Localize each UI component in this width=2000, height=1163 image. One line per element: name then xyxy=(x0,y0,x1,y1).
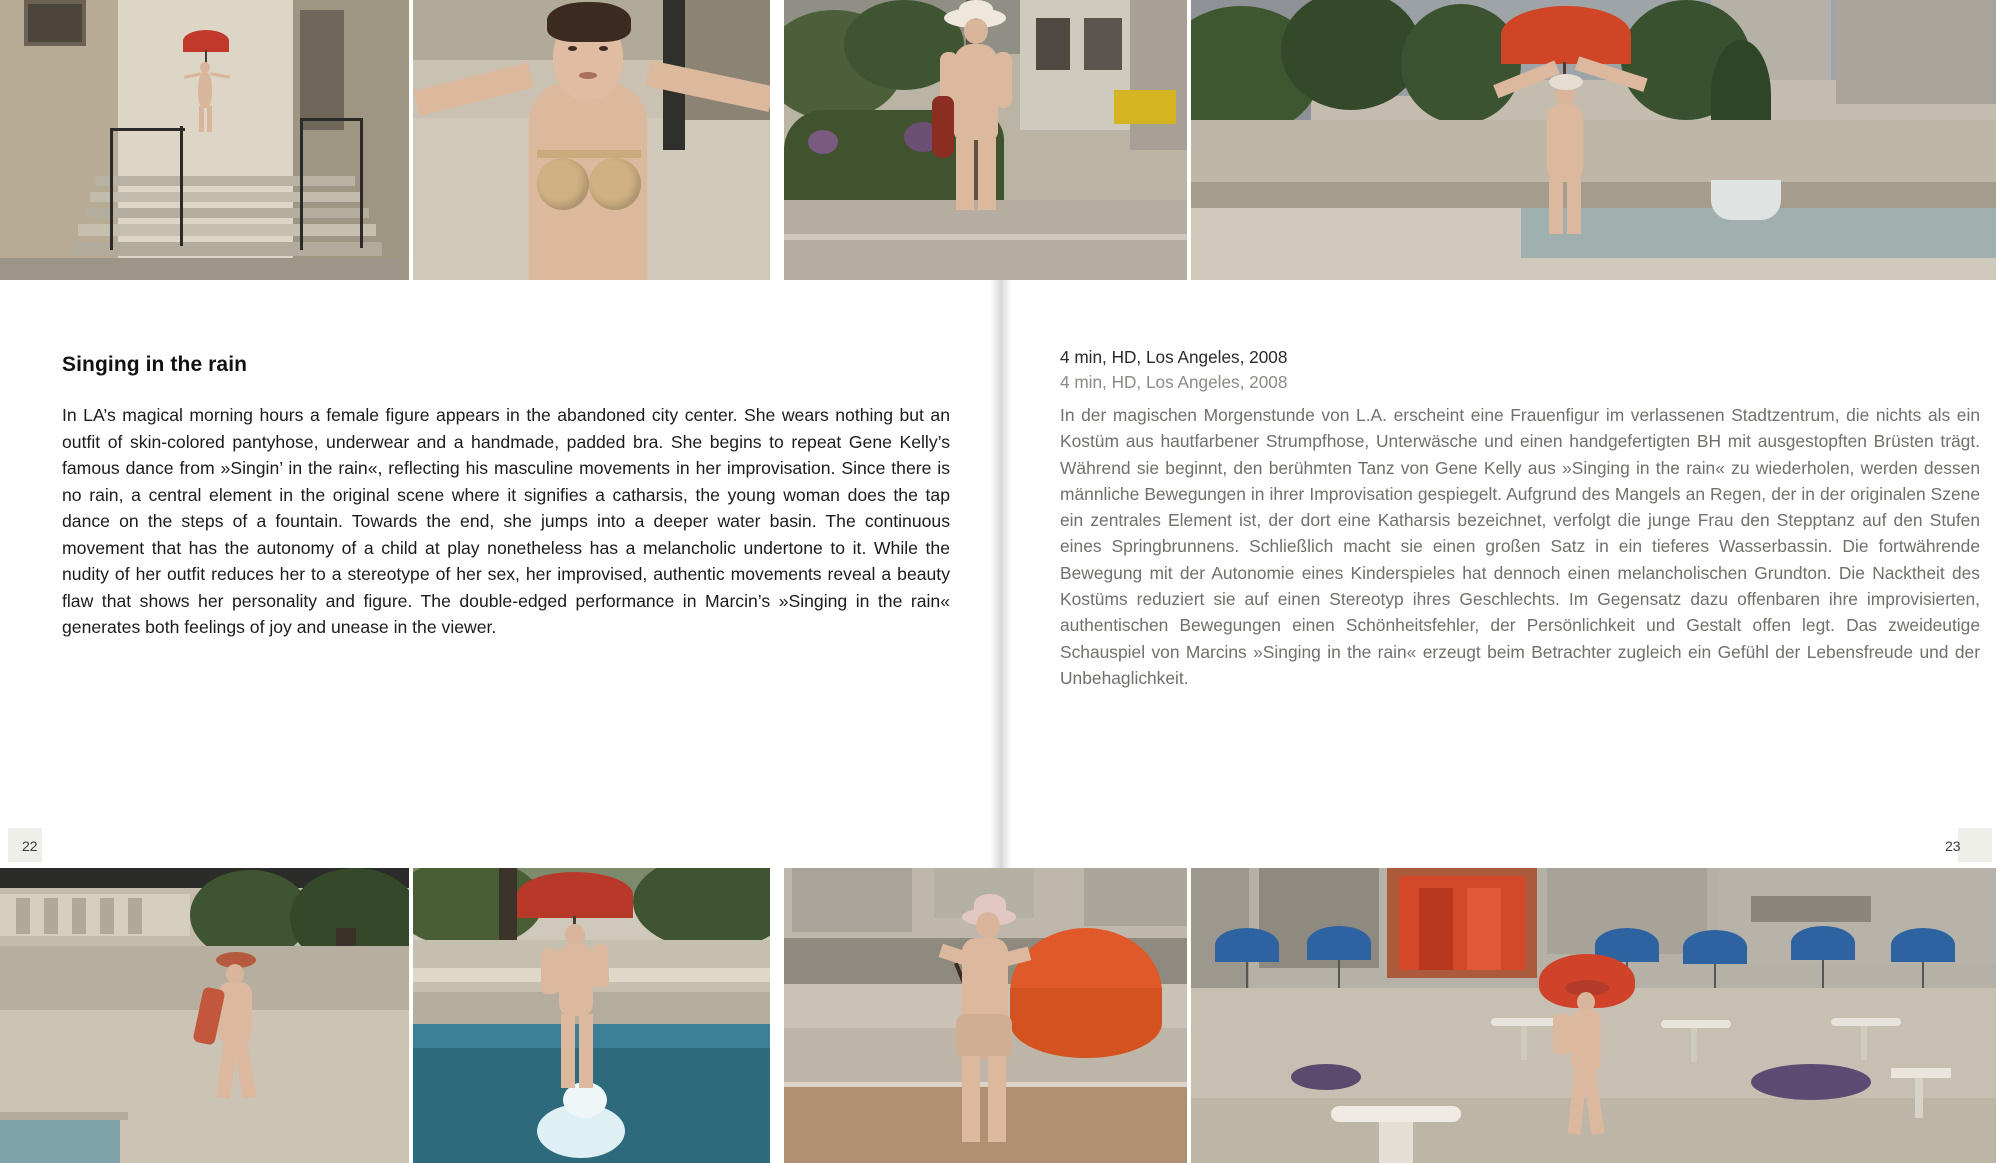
work-credits xyxy=(1060,345,1287,395)
body-text-german: In der magischen Morgenstunde von L.A. erscheint eine Frauenfigur im verlassenen Stadtzentrum, die nichts als ein Kostüm aus hautfarbener Strumpfhose, Unterwäsche und einen handgefertigten BH mit ausgestopften Brüsten trägt. Während sie beginnt, den berühmten Tanz von Gene Kelly aus »Singing in the rain« zu wiederholen, werden dessen männliche Bewegungen in ihrer Improvisation gespiegelt. Aufgrund des Mangels an Regen, der in der originalen Szene ein zentrales Element ist, der dort eine Katharsis bezeichnet, verfolgt die junge Frau den Stepptanz auf den Stufen eines Springbrunnens. Schließlich macht sie einen großen Satz in ein tieferes Wasserbassin. Die fortwährende Bewegung mit der Autonomie eines Kinderspieles hat dennoch einen melancholischen Grundton. Die Nacktheit des Kostüms reduziert sie auf einen Stereotyp ihres Geschlechts. Im Gegensatz dazu offenbaren ihre improvisierten, authentischen Bewegungen einen Schönheitsfehler, der Persönlichkeit und Gestalt offen legt. Das zweideutige Schauspiel von Marcins »Singing in the rain« erzeugt beim Betrachter zugleich ein Gefühl der Lebensfreude und der Unbehaglichkeit. xyxy=(1060,405,1980,688)
strip-gutter-gap xyxy=(770,0,784,280)
book-gutter-shadow xyxy=(990,280,1012,868)
photo-top-1 xyxy=(0,0,409,280)
photo-bottom-2 xyxy=(409,868,770,1163)
page-number-right: 23 xyxy=(1945,838,1961,854)
credits-german: 4 min, HD, Los Angeles, 2008 xyxy=(1060,372,1288,392)
photo-top-2 xyxy=(409,0,770,280)
photo-top-3 xyxy=(784,0,1187,280)
photo-bottom-4 xyxy=(1187,868,1996,1163)
page-number-left: 22 xyxy=(22,838,38,854)
photo-bottom-3 xyxy=(784,868,1187,1163)
photo-bottom-1 xyxy=(0,868,409,1163)
right-page xyxy=(1012,280,2000,868)
credits-english: 4 min, HD, Los Angeles, 2008 xyxy=(1060,347,1288,367)
top-photo-strip xyxy=(0,0,2000,280)
left-page xyxy=(0,280,990,868)
bottom-photo-strip xyxy=(0,868,2000,1163)
body-text-english: In LA’s magical morning hours a female figure appears in the abandoned city center. She wears nothing but an outfit of skin-colored pantyhose, underwear and a handmade, padded bra. She begins to repeat Gene Kelly’s famous dance from »Singin’ in the rain«, reflecting his masculine movements in her improvisation. Since there is no rain, a central element in the original scene where it signifies a catharsis, the young woman does the tap dance on the steps of a fountain. Towards the end, she jumps into a deeper water basin. The continuous movement that has the autonomy of a child at play nonetheless has a melancholic undertone to it. While the nudity of her outfit reduces her to a stereotype of her sex, her improvised, authentic movements reveal a beauty flaw that shows her personality and figure. The double-edged performance in Marcin’s »Singing in the rain« generates both feelings of joy and unease in the viewer. xyxy=(62,405,950,637)
strip-gutter-gap-bottom xyxy=(770,868,784,1163)
folio-marker-right xyxy=(1958,828,1992,862)
photo-top-4 xyxy=(1187,0,1996,280)
text-spread xyxy=(0,280,2000,868)
page-title: Singing in the rain xyxy=(62,353,248,376)
